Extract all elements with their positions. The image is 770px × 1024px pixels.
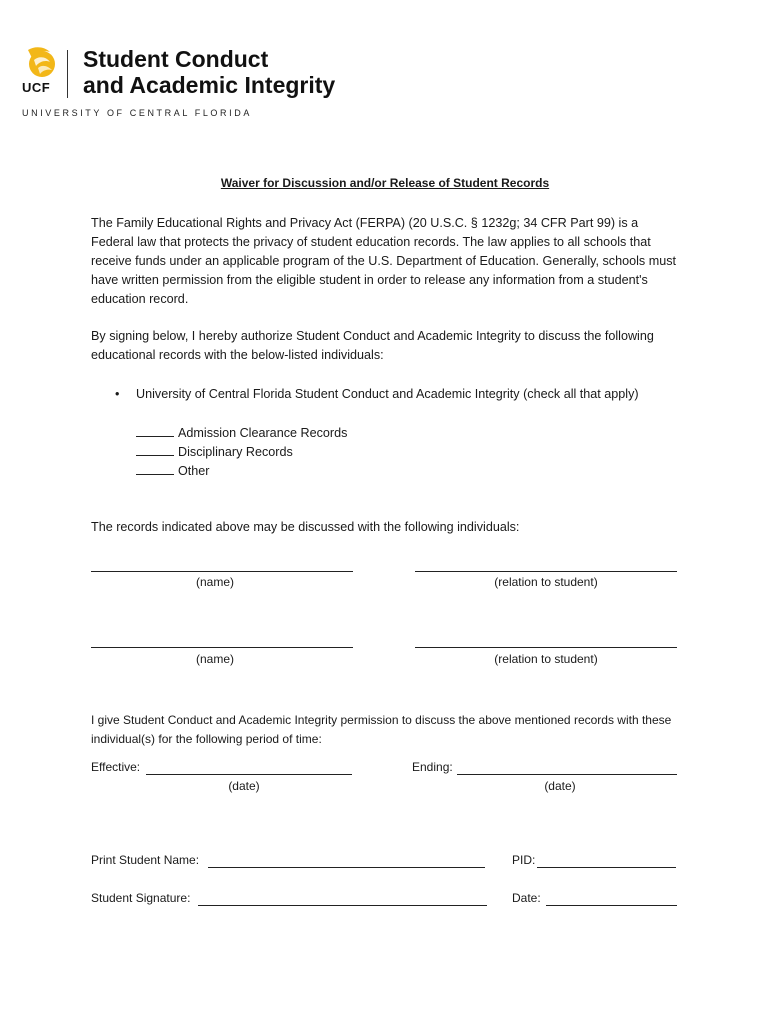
office-name [83, 46, 335, 98]
check-admission-clearance[interactable] [136, 423, 347, 443]
ending-date-label: (date) [544, 779, 576, 793]
signature-label: Student Signature: [91, 891, 191, 905]
bullet-text: University of Central Florida Student Conduct and Academic Integrity (check all that apply) [136, 387, 639, 401]
name-line-2[interactable] [91, 647, 353, 648]
name-line-1[interactable] [91, 571, 353, 572]
effective-label: Effective: [91, 760, 141, 774]
logo-divider [67, 50, 68, 98]
check-disciplinary[interactable] [136, 442, 293, 462]
document-title: Waiver for Discussion and/or Release of Student Records [220, 176, 550, 190]
check-other[interactable] [136, 461, 210, 481]
print-name-field[interactable] [208, 867, 485, 868]
check-label: Admission Clearance Records [178, 426, 348, 440]
check-blank[interactable] [136, 442, 174, 456]
office-name-line1: Student Conduct [83, 46, 269, 72]
individuals-paragraph: The records indicated above may be discussed with the following individuals: [91, 520, 520, 534]
name-label-1: (name) [195, 575, 234, 589]
bullet-icon: • [115, 387, 120, 401]
pid-label: PID: [512, 853, 536, 867]
relation-line-2[interactable] [415, 647, 677, 648]
ending-date-field[interactable] [457, 774, 677, 775]
pid-field[interactable] [537, 867, 676, 868]
office-name-line2: and Academic Integrity [83, 72, 336, 98]
effective-date-label: (date) [228, 779, 260, 793]
authorization-paragraph: By signing below, I hereby authorize Student Conduct and Academic Integrity to discuss the following educational records with the below-listed individuals: [91, 329, 654, 362]
relation-line-1[interactable] [415, 571, 677, 572]
name-label-2: (name) [195, 652, 234, 666]
relation-label-2: (relation to student) [494, 652, 598, 666]
ferpa-paragraph: The Family Educational Rights and Privacy Act (FERPA) (20 U.S.C. § 1232g; 34 CFR Part 99) is a Federal law that protects the privacy of student education records. The law applies to all schools that receive funds under an applicable program of the U.S. Department of Education. Generally, schools must have written permission from the eligible student in order to release any information from a student's education record. [91, 216, 676, 306]
signature-field[interactable] [198, 905, 487, 906]
sign-date-field[interactable] [546, 905, 677, 906]
effective-date-field[interactable] [146, 774, 352, 775]
print-name-label: Print Student Name: [91, 853, 200, 867]
ucf-logo-text: UCF [22, 80, 51, 95]
ucf-pegasus-logo-icon [18, 42, 58, 82]
check-blank[interactable] [136, 423, 174, 437]
relation-label-1: (relation to student) [494, 575, 598, 589]
sign-date-label: Date: [512, 891, 541, 905]
check-blank[interactable] [136, 461, 174, 475]
check-label: Other [178, 464, 210, 478]
period-paragraph: I give Student Conduct and Academic Integrity permission to discuss the above mentioned records with these individual(s) for the following period of time: [91, 713, 672, 746]
university-name: UNIVERSITY OF CENTRAL FLORIDA [22, 108, 252, 118]
ending-label: Ending: [412, 760, 453, 774]
check-label: Disciplinary Records [178, 445, 293, 459]
